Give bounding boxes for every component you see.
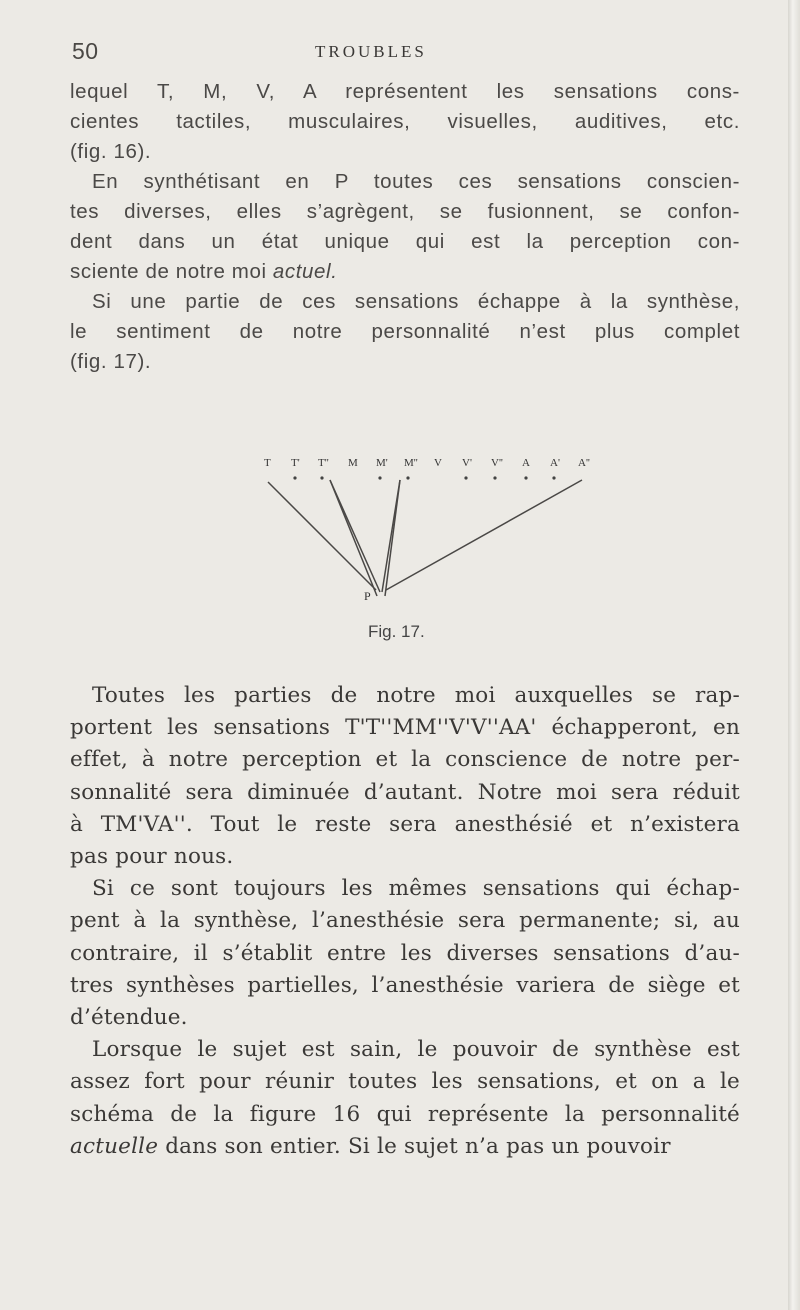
italic-word: actuelle (70, 1133, 159, 1159)
figure-17-diagram (240, 400, 600, 690)
text-line: (fig. 16). (70, 140, 152, 163)
figure-tick-mark (552, 476, 555, 479)
figure-tick-mark (524, 476, 527, 479)
lower-paragraphs (70, 680, 740, 1163)
figure-label: A (522, 457, 530, 469)
text-line: schéma de la figure 16 qui représente la personnalité (70, 1101, 740, 1127)
text-run: dans son entier. Si le sujet n’a pas un pouvoir (165, 1133, 671, 1159)
text-line: En synthétisant en P toutes ces sensations conscien- (92, 170, 740, 193)
text-line: effet, à notre perception et la conscience de notre per- (70, 747, 740, 773)
text-line: portent les sensations T'T''MM''V'V''AA' échapperont, en (70, 715, 740, 741)
running-head (70, 38, 730, 68)
text-line (70, 1131, 740, 1163)
figure-label: T (264, 457, 271, 469)
upper-paragraphs (70, 77, 740, 377)
text-line: tres synthèses partielles, l’anesthésie variera de siège et (70, 972, 740, 998)
text-line: le sentiment de notre personnalité n’est plus complet (70, 320, 740, 343)
line-M-to-P-b (330, 480, 377, 596)
line-A-to-P (386, 480, 582, 590)
figure-label: V (434, 457, 442, 469)
text-line: Si une partie de ces sensations échappe à la synthèse, (92, 290, 740, 313)
figure-label: A' (550, 457, 560, 469)
text-line: pas pour nous. (70, 844, 234, 870)
figure-tick-mark (378, 476, 381, 479)
text-line: sonnalité sera diminuée d’autant. Notre moi sera réduit (70, 779, 740, 805)
text-line: Si ce sont toujours les mêmes sensations qui échap- (92, 876, 740, 902)
line-V-to-P-b (385, 480, 400, 596)
figure-label: M (348, 457, 358, 469)
text-line: (fig. 17). (70, 350, 152, 373)
page-edge (788, 0, 800, 1310)
figure-tick-mark (293, 476, 296, 479)
text-line: cientes tactiles, musculaires, visuelles, auditives, etc. (70, 110, 740, 133)
text-line: Lorsque le sujet est sain, le pouvoir de synthèse est (92, 1037, 740, 1063)
italic-word: actuel. (272, 260, 338, 283)
text-run: sciente de notre moi (70, 260, 267, 283)
text-line: lequel T, M, V, A représentent les sensations cons- (70, 80, 740, 103)
text-line: d’étendue. (70, 1005, 188, 1031)
figure-tick-mark (464, 476, 467, 479)
figure-caption: Fig. 17. (368, 622, 425, 641)
figure-label: T'' (318, 457, 329, 469)
text-line (70, 257, 740, 287)
text-line: dent dans un état unique qui est la perception con- (70, 230, 740, 253)
text-line: contraire, il s’établit entre les diverses sensations d’au- (70, 940, 740, 966)
figure-tick-mark (493, 476, 496, 479)
figure-tick-mark (320, 476, 323, 479)
figure-label: T' (291, 457, 300, 469)
page-number: 50 (72, 38, 99, 64)
figure-tick-mark (406, 476, 409, 479)
line-T-to-P (268, 482, 376, 590)
text-line: pent à la synthèse, l’anesthésie sera permanente; si, au (70, 908, 740, 934)
figure-label: V'' (491, 457, 503, 469)
text-line: tes diverses, elles s’agrègent, se fusionnent, se confon- (70, 200, 740, 223)
running-title: TROUBLES (315, 42, 427, 61)
focus-label-P: P (364, 589, 371, 603)
text-line: assez fort pour réunir toutes les sensations, et on a le (70, 1069, 740, 1095)
figure-label: A'' (578, 457, 590, 469)
figure-label: M'' (404, 457, 418, 469)
text-line: Toutes les parties de notre moi auxquelles se rap- (92, 683, 740, 708)
figure-label: M' (376, 457, 388, 469)
figure-label: V' (462, 457, 472, 469)
text-line: à TM'VA''. Tout le reste sera anesthésié et n’existera (70, 811, 740, 837)
